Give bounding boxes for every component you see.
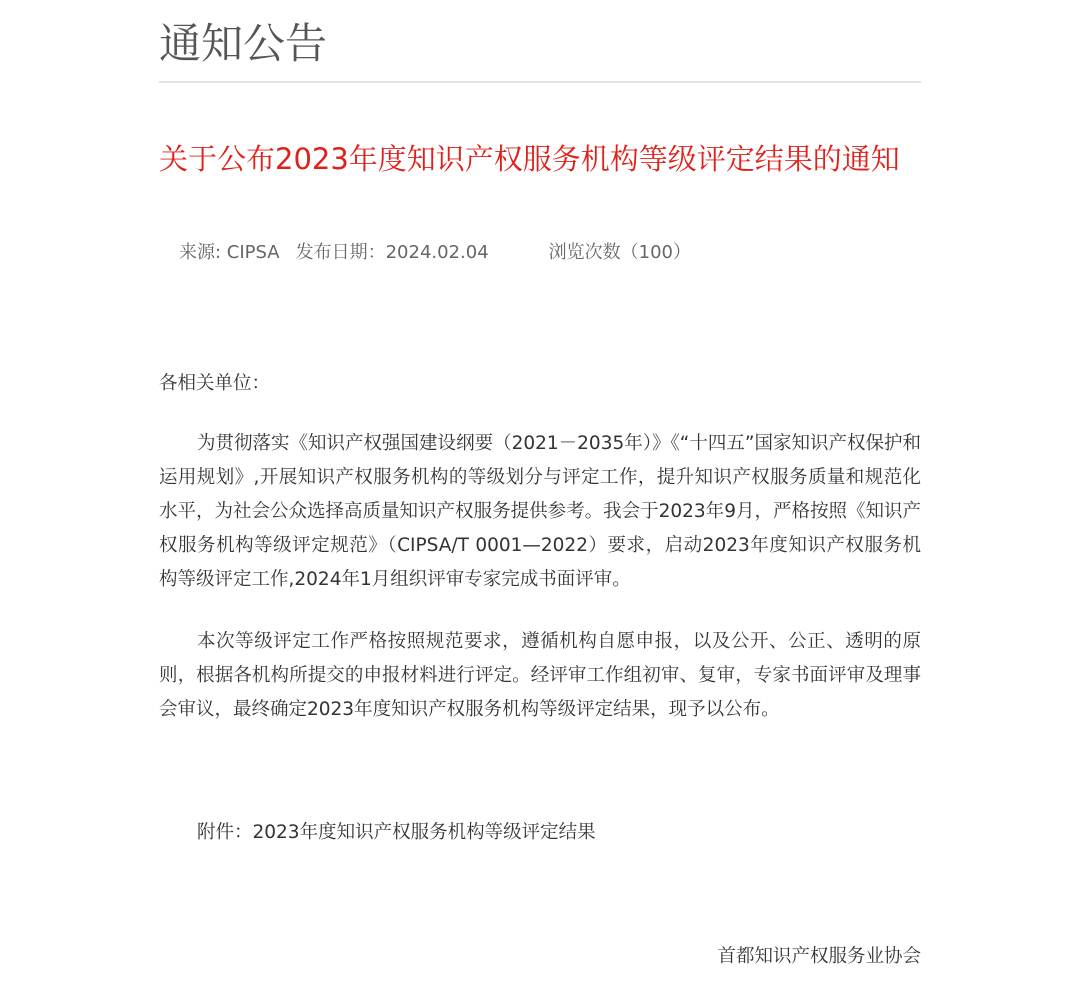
attachment-link[interactable]: 附件：2023年度知识产权服务机构等级评定结果: [197, 822, 596, 843]
article-title: 关于公布2023年度知识产权服务机构等级评定结果的通知: [159, 142, 900, 176]
greeting: 各相关单位：: [159, 373, 271, 394]
source-label: 来源: CIPSA: [179, 242, 280, 263]
title-divider: [159, 81, 921, 83]
view-count: 浏览次数（100）: [548, 242, 692, 263]
article-meta: [179, 240, 691, 266]
section-title: 通知公告: [159, 19, 328, 68]
publish-date: 发布日期：2024.02.04: [295, 242, 489, 263]
paragraph-1: 为贯彻落实《知识产权强国建设纲要（2021－2035年）》《“十四五”国家知识产权保护和运用规划》,开展知识产权服务机构的等级划分与评定工作，提升知识产权服务质量和规范化水平，为社会公众选择高质量知识产权服务提供参考。我会于2023年9月，严格按照《知识产权服务机构等级评定规范》（CIPSA/T 0001—2022）要求，启动2023年度知识产权服务机构等级评定工作,2024年1月组织评审专家完成书面评审。: [159, 433, 921, 590]
notice-page: [159, 0, 921, 982]
paragraph-2: 本次等级评定工作严格按照规范要求，遵循机构自愿申报，以及公开、公正、透明的原则，根据各机构所提交的申报材料进行评定。经评审工作组初审、复审，专家书面评审及理事会审议，最终确定2023年度知识产权服务机构等级评定结果，现予以公布。: [159, 631, 921, 720]
signature: 首都知识产权服务业协会: [717, 946, 921, 967]
